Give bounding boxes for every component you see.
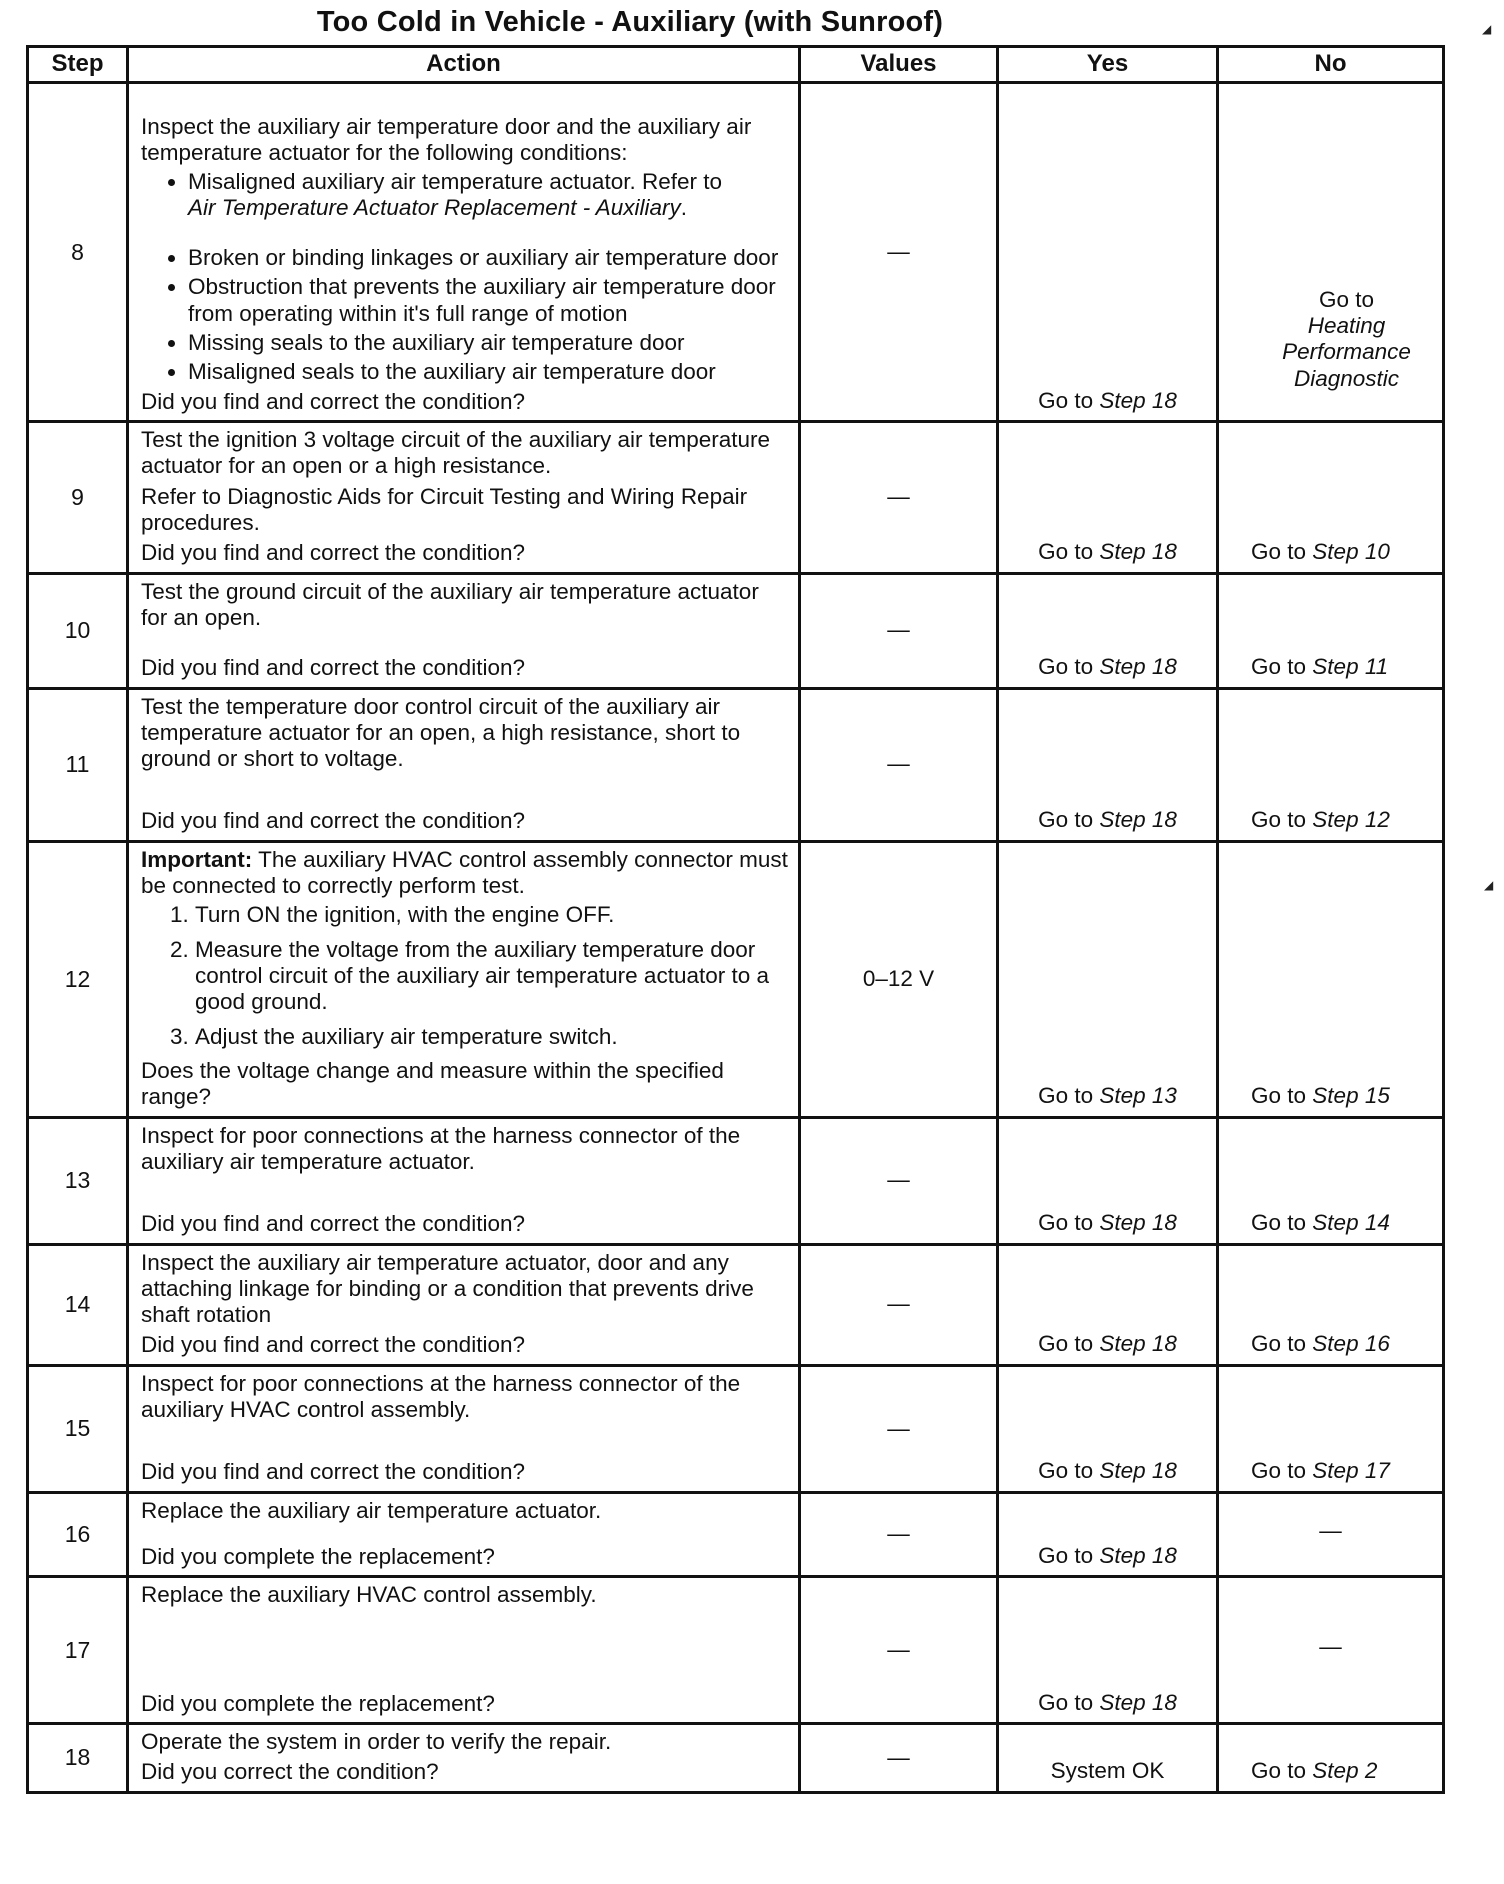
procedure-list (141, 902, 790, 1050)
table-row (28, 841, 1444, 1117)
spacer (141, 772, 790, 808)
step-link[interactable]: Step 18 (1099, 387, 1177, 413)
step-link[interactable]: Step 18 (1099, 807, 1177, 833)
step-number: 10 (28, 573, 128, 688)
question-text: Did you find and correct the condition? (141, 1211, 525, 1237)
action-text: Operate the system in order to verify the repair. (141, 1728, 612, 1754)
scan-mark: ◢ (1484, 878, 1494, 892)
question-text: Did you find and correct the condition? (141, 388, 525, 414)
no-cell[interactable] (1218, 83, 1444, 422)
action-cell (128, 1723, 800, 1792)
action-cell (128, 573, 800, 688)
value-cell: — (800, 1723, 998, 1792)
yes-cell[interactable] (998, 573, 1218, 688)
header-action: Action (128, 47, 800, 83)
go-to-text: Go to (1038, 807, 1094, 833)
value-cell: — (800, 573, 998, 688)
value-cell: — (800, 1577, 998, 1724)
action-text: Inspect the auxiliary air temperature door and the auxiliary air temperature actuator for the following conditions: (141, 113, 752, 166)
go-to-text: Go to (1251, 539, 1307, 565)
condition-list (141, 169, 790, 386)
spacer (141, 1524, 790, 1544)
action-text: Inspect for poor connections at the harness connector of the auxiliary HVAC control assembly. (141, 1370, 741, 1423)
go-to-text: Go to (1251, 1758, 1307, 1784)
list-item: 3. Adjust the auxiliary air temperature switch. (195, 1024, 790, 1050)
step-number: 17 (28, 1577, 128, 1724)
action-text: Test the ignition 3 voltage circuit of the auxiliary air temperature actuator for an open or a high resistance. (141, 427, 771, 479)
question-text: Did you find and correct the condition? (141, 808, 525, 834)
table-header-row (28, 47, 1444, 83)
step-number: 14 (28, 1244, 128, 1365)
spacer (141, 1609, 790, 1691)
value-cell: — (800, 83, 998, 422)
page-title: Too Cold in Vehicle - Auxiliary (with Sunroof) (316, 6, 944, 38)
step-number: 12 (28, 841, 128, 1117)
step-number: 18 (28, 1723, 128, 1792)
step-link[interactable]: Step 18 (1099, 1689, 1177, 1715)
table-row (28, 688, 1444, 841)
table-row (28, 1577, 1444, 1724)
action-cell (128, 1365, 800, 1492)
list-item: • Misaligned seals to the auxiliary air temperature door (188, 359, 790, 385)
step-number: 13 (28, 1117, 128, 1244)
table-row (28, 1244, 1444, 1365)
table-row (28, 83, 1444, 422)
reference-link[interactable]: Heating Performance Diagnostic (1282, 313, 1411, 391)
step-link[interactable]: Step 16 (1312, 1331, 1390, 1357)
go-to-text: Go to (1038, 1083, 1094, 1109)
action-text: Replace the auxiliary air temperature actuator. (141, 1497, 602, 1523)
action-text: Replace the auxiliary HVAC control assembly. (141, 1582, 597, 1608)
table-row (28, 1117, 1444, 1244)
important-note (141, 847, 790, 900)
question-text: Did you find and correct the condition? (141, 540, 525, 566)
yes-cell[interactable] (998, 1577, 1218, 1724)
action-text: Refer to Diagnostic Aids for Circuit Testing and Wiring Repair procedures. (141, 483, 748, 535)
step-link[interactable]: Step 10 (1312, 539, 1390, 565)
go-to-text: Go to (1038, 1331, 1094, 1357)
step-link[interactable]: Step 18 (1099, 1331, 1177, 1357)
table-row (28, 1492, 1444, 1577)
spacer (141, 631, 790, 655)
go-to-text: Go to (1251, 1458, 1307, 1484)
no-cell[interactable] (1218, 1723, 1444, 1792)
yes-cell[interactable] (998, 1492, 1218, 1577)
no-cell: — (1218, 1492, 1444, 1577)
go-to-text: Go to (1251, 1083, 1307, 1109)
action-text: . (680, 194, 687, 220)
step-number: 9 (28, 422, 128, 574)
no-cell[interactable] (1218, 1117, 1444, 1244)
action-cell (128, 688, 800, 841)
action-cell (128, 1117, 800, 1244)
value-cell: — (800, 1492, 998, 1577)
yes-cell[interactable]: System OK (998, 1723, 1218, 1792)
go-to-text: Go to (1318, 286, 1375, 312)
question-text: Did you find and correct the condition? (141, 1332, 525, 1358)
value-cell: — (800, 688, 998, 841)
go-to-text: Go to (1251, 1210, 1307, 1236)
question-text: Does the voltage change and measure within the specified range? (141, 1057, 724, 1110)
go-to-text: Go to (1251, 654, 1307, 680)
go-to-text: Go to (1038, 654, 1094, 680)
list-item: • Obstruction that prevents the auxiliary air temperature door from operating within it's full range of motion (188, 274, 790, 327)
scan-mark: ◢ (1482, 22, 1492, 36)
no-cell: — (1218, 1577, 1444, 1724)
step-number: 15 (28, 1365, 128, 1492)
action-cell (128, 83, 800, 422)
action-cell (128, 1492, 800, 1577)
action-text: The auxiliary HVAC control assembly connector must be connected to correctly perform test. (141, 846, 788, 899)
go-to-text: Go to (1038, 387, 1094, 413)
go-to-text: Go to (1038, 1210, 1094, 1236)
yes-cell[interactable] (998, 1365, 1218, 1492)
question-text: Did you correct the condition? (141, 1759, 439, 1785)
value-cell: — (800, 1117, 998, 1244)
question-text: Did you find and correct the condition? (141, 1459, 525, 1485)
spacer (141, 1175, 790, 1211)
value-cell: — (800, 422, 998, 574)
question-text: Did you complete the replacement? (141, 1690, 495, 1716)
yes-cell[interactable] (998, 1117, 1218, 1244)
list-item: • Missing seals to the auxiliary air temperature door (188, 330, 790, 356)
header-no: No (1218, 47, 1444, 83)
table-row (28, 1723, 1444, 1792)
go-to-text: Go to (1038, 539, 1094, 565)
diagnostic-table (26, 45, 1445, 1794)
question-text: Did you find and correct the condition? (141, 655, 525, 681)
value-cell: 0–12 V (800, 841, 998, 1117)
value-cell: — (800, 1244, 998, 1365)
step-link[interactable]: Step 11 (1312, 654, 1389, 680)
action-text: Test the temperature door control circuit of the auxiliary air temperature actuator for an open, a high resistance, short to ground or short to voltage. (141, 693, 741, 772)
go-to-text: Go to (1038, 1543, 1094, 1568)
go-to-text: Go to (1038, 1689, 1094, 1715)
list-item: 1. Turn ON the ignition, with the engine OFF. (195, 902, 790, 928)
action-text: Misaligned auxiliary air temperature actuator. Refer to (188, 168, 723, 194)
table-row (28, 1365, 1444, 1492)
action-text: Inspect for poor connections at the harness connector of the auxiliary air temperature actuator. (141, 1122, 741, 1174)
header-step: Step (28, 47, 128, 83)
list-item: • Broken or binding linkages or auxiliary air temperature door (188, 245, 790, 271)
yes-cell[interactable] (998, 422, 1218, 574)
action-cell (128, 1577, 800, 1724)
important-label: Important: (141, 846, 253, 872)
action-cell (128, 422, 800, 574)
no-cell[interactable] (1218, 422, 1444, 574)
list-item: 2. Measure the voltage from the auxiliary temperature door control circuit of the auxiliary air temperature actuator to a good ground. (195, 937, 790, 1016)
step-link[interactable]: Step 17 (1312, 1458, 1390, 1484)
action-text: Test the ground circuit of the auxiliary air temperature actuator for an open. (141, 578, 759, 630)
go-to-text: Go to (1251, 807, 1307, 833)
yes-cell[interactable] (998, 1244, 1218, 1365)
step-link[interactable]: Step 18 (1099, 1458, 1177, 1484)
no-result (1251, 287, 1442, 392)
value-cell: — (800, 1365, 998, 1492)
step-number: 8 (28, 83, 128, 422)
step-link[interactable]: Step 14 (1312, 1210, 1390, 1236)
step-link[interactable]: Step 18 (1099, 539, 1177, 565)
go-to-text: Go to (1038, 1458, 1094, 1484)
go-to-text: Go to (1251, 1331, 1307, 1357)
step-link[interactable]: Step 18 (1099, 1210, 1177, 1236)
step-link[interactable]: Step 2 (1312, 1758, 1378, 1784)
yes-cell[interactable] (998, 83, 1218, 422)
table-row (28, 573, 1444, 688)
action-cell (128, 1244, 800, 1365)
table-row (28, 422, 1444, 574)
header-yes: Yes (998, 47, 1218, 83)
no-cell[interactable] (1218, 573, 1444, 688)
action-text: Inspect the auxiliary air temperature actuator, door and any attaching linkage for binding or a condition that prevents drive shaft rotation (141, 1249, 754, 1328)
spacer (141, 1423, 790, 1459)
list-item (188, 169, 790, 222)
action-cell (128, 841, 800, 1117)
step-link[interactable]: Step 13 (1099, 1083, 1177, 1109)
yes-cell[interactable] (998, 688, 1218, 841)
yes-cell[interactable] (998, 841, 1218, 1117)
step-link[interactable]: Step 18 (1099, 654, 1177, 680)
no-cell[interactable] (1218, 688, 1444, 841)
no-cell[interactable] (1218, 1365, 1444, 1492)
step-number: 16 (28, 1492, 128, 1577)
header-values: Values (800, 47, 998, 83)
question-text: Did you complete the replacement? (141, 1544, 495, 1569)
step-link[interactable]: Step 15 (1312, 1083, 1390, 1109)
step-link[interactable]: Step 12 (1312, 807, 1390, 833)
reference-link[interactable]: Air Temperature Actuator Replacement - Auxiliary (188, 194, 681, 220)
no-cell[interactable] (1218, 841, 1444, 1117)
step-number: 11 (28, 688, 128, 841)
step-link[interactable]: Step 18 (1099, 1543, 1177, 1568)
no-cell[interactable] (1218, 1244, 1444, 1365)
